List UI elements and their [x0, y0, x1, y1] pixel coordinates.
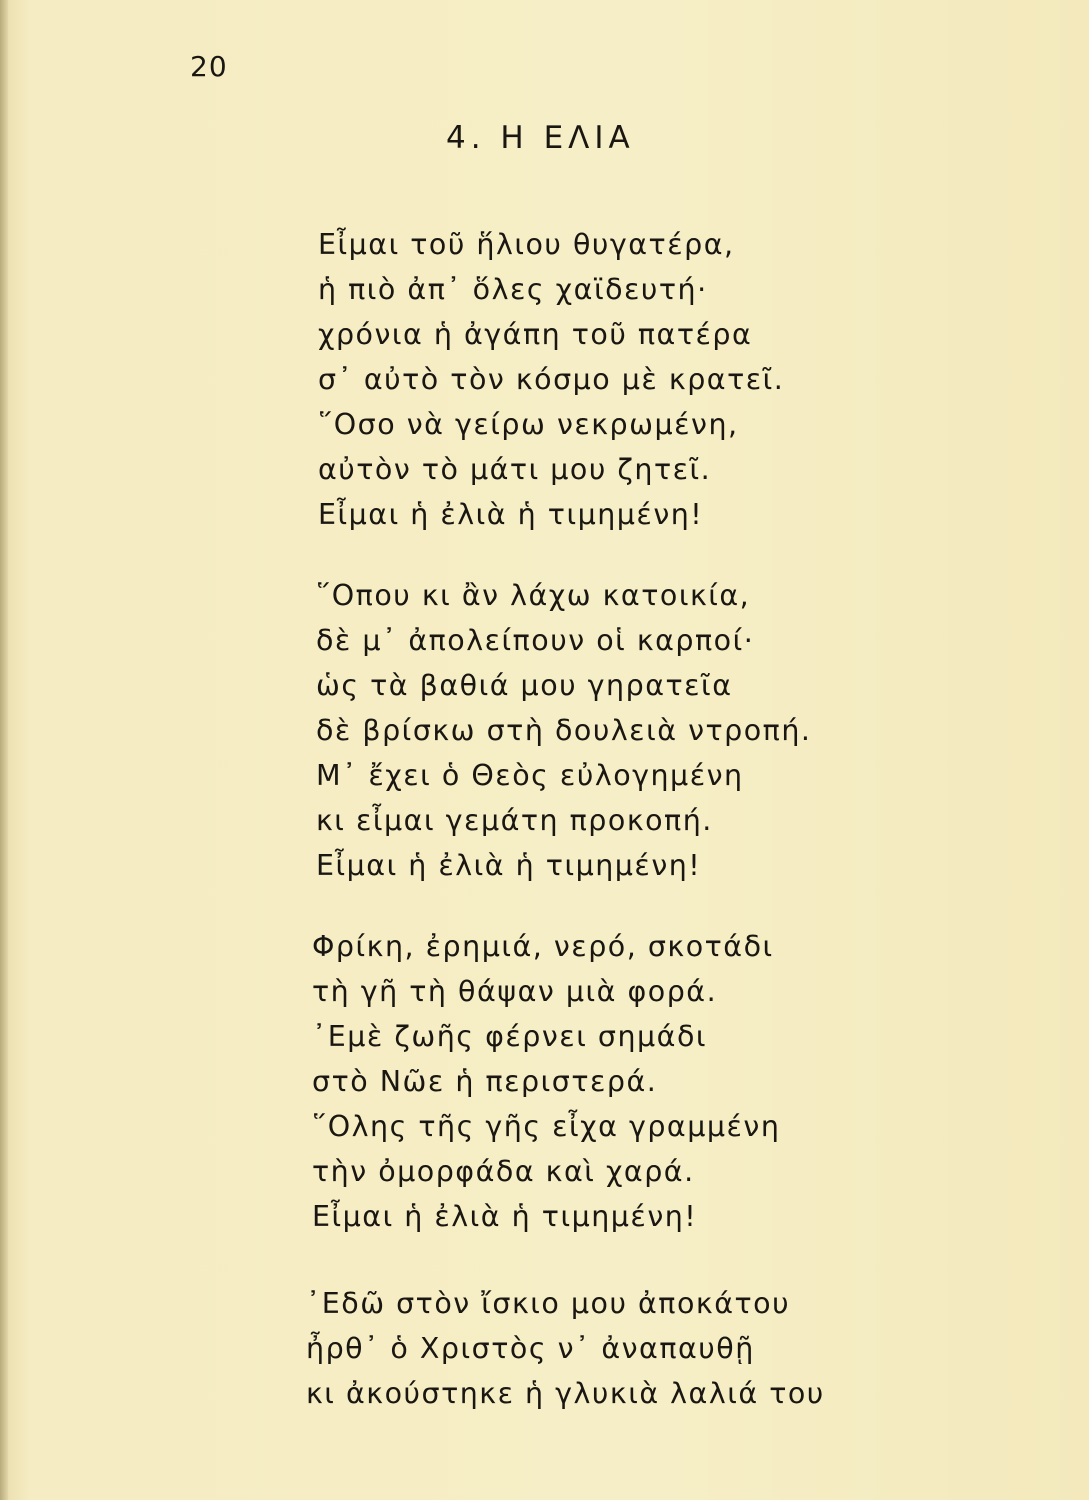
verse-line: δὲ μ᾿ ἀπολείπουν οἱ καρποί·: [316, 624, 755, 657]
verse-line: ᾿Εδῶ στὸν ἴσκιο μου ἀποκάτου: [306, 1287, 791, 1320]
verse-line: δὲ βρίσκω στὴ δουλειὰ ντροπή.: [316, 714, 812, 747]
stanza-1: [318, 222, 784, 537]
stanza-4: [306, 1281, 825, 1416]
verse-line: ῞Οπου κι ἂν λάχω κατοικία,: [316, 579, 751, 612]
verse-line: σ᾿ αὐτὸ τὸν κόσμο μὲ κρατεῖ.: [318, 363, 785, 396]
verse-refrain: Εἶμαι ἡ ἐλιὰ ἡ τιμημένη!: [312, 1200, 698, 1233]
verse-refrain: Εἶμαι ἡ ἐλιὰ ἡ τιμημένη!: [318, 498, 704, 531]
verse-line: τὴ γῆ τὴ θάψαν μιὰ φορά.: [312, 975, 718, 1008]
verse-line: ῞Ολης τῆς γῆς εἶχα γραμμένη: [312, 1110, 781, 1143]
page-number: 20: [190, 50, 228, 83]
verse-line: ὡς τὰ βαθιά μου γηρατεῖα: [316, 669, 733, 702]
page-binding-edge: [0, 0, 8, 1500]
verse-line: κι εἶμαι γεμάτη προκοπή.: [316, 804, 713, 837]
verse-line: χρόνια ἡ ἀγάπη τοῦ πατέρα: [318, 318, 753, 351]
verse-line: στὸ Νῶε ἡ περιστερά.: [312, 1065, 658, 1098]
verse-line: αὐτὸν τὸ μάτι μου ζητεῖ.: [318, 453, 712, 486]
poem-title: 4. Η ΕΛΙΑ: [446, 120, 635, 156]
verse-line: ἦρθ᾿ ὁ Χριστὸς ν᾿ ἀναπαυθῇ: [306, 1332, 755, 1365]
verse-line: ῞Οσο νὰ γείρω νεκρωμένη,: [318, 408, 739, 441]
verse-refrain: Εἶμαι ἡ ἐλιὰ ἡ τιμημένη!: [316, 849, 702, 882]
verse-line: Φρίκη, ἐρημιά, νερό, σκοτάδι: [312, 930, 774, 963]
stanza-2: [316, 573, 811, 888]
verse-line: Εἶμαι τοῦ ἥλιου θυγατέρα,: [318, 228, 735, 261]
verse-line: τὴν ὀμορφάδα καὶ χαρά.: [312, 1155, 695, 1188]
verse-line: Μ᾿ ἔχει ὁ Θεὸς εὐλογημένη: [316, 759, 744, 792]
verse-line: ᾿Εμὲ ζωῆς φέρνει σημάδι: [312, 1020, 708, 1053]
verse-line: ἡ πιὸ ἀπ᾿ ὅλες χαϊδευτή·: [318, 273, 708, 306]
verse-line: κι ἀκούστηκε ἡ γλυκιὰ λαλιά του: [306, 1377, 825, 1410]
stanza-3: [312, 924, 780, 1239]
